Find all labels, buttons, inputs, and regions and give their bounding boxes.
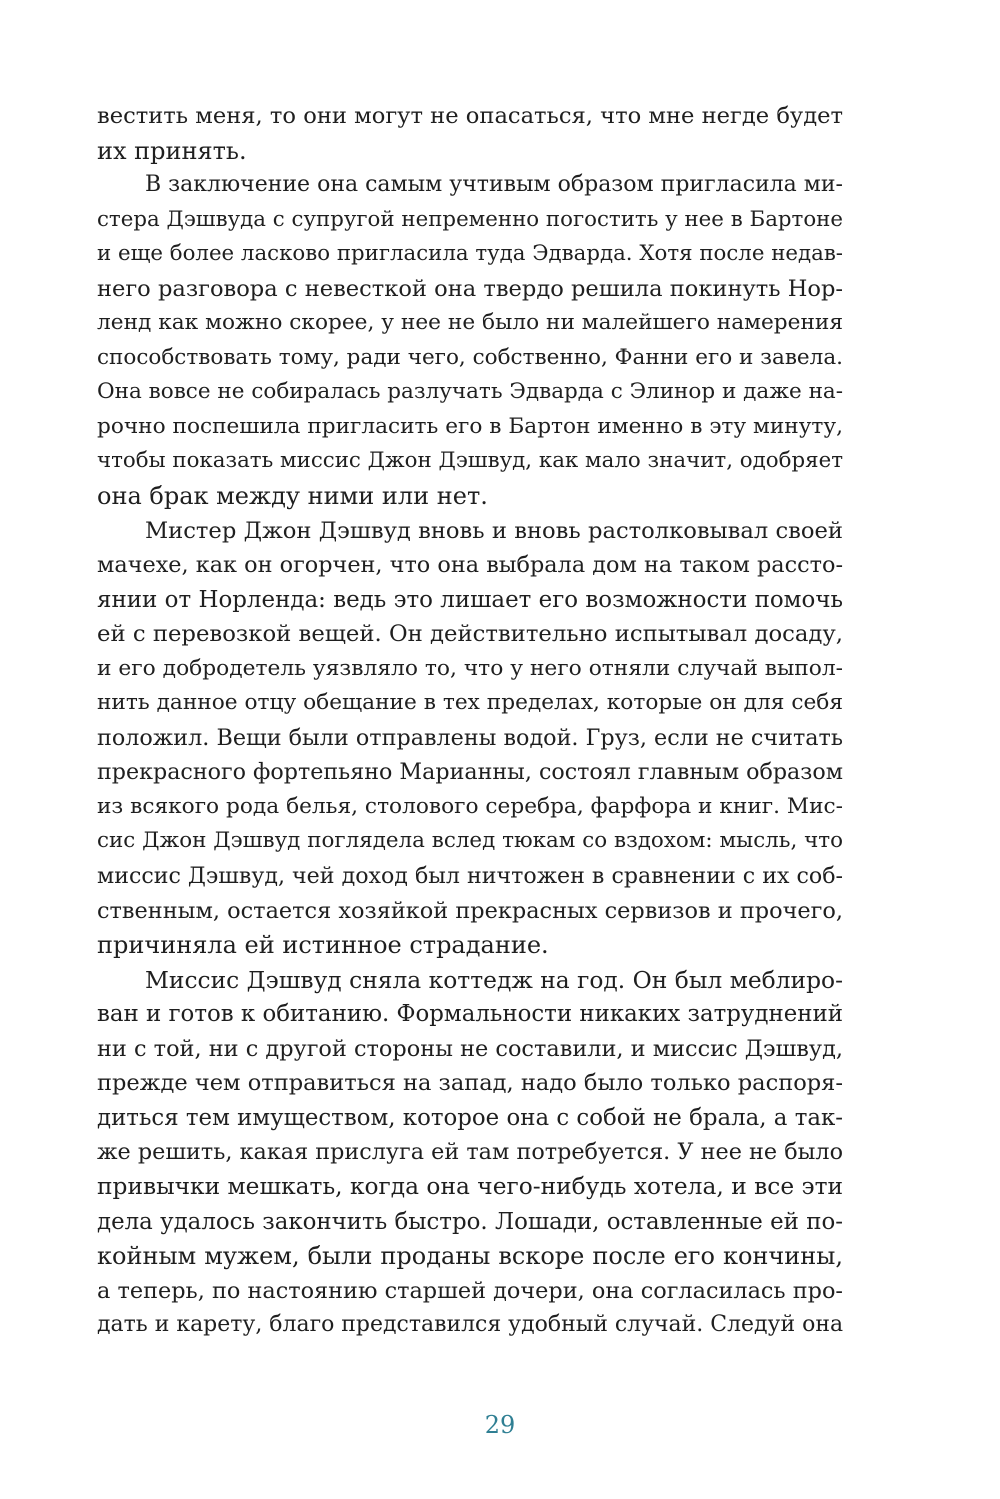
text-line: ни с той, ни с другой стороны не составили, и миссис Дэшвуд, — [97, 1035, 843, 1062]
text-line: ственным, остается хозяйкой прекрасных сервизов и прочего, — [97, 897, 843, 924]
text-line: миссис Дэшвуд, чей доход был ничтожен в сравнении с их соб- — [97, 863, 843, 890]
text-line: ей с перевозкой вещей. Он действительно испытывал досаду, — [97, 621, 843, 648]
paragraph — [97, 99, 843, 168]
text-line: янии от Норленда: ведь это лишает его возможности помочь — [97, 586, 843, 613]
text-line: В заключение она самым учтивым образом пригласила ми- — [145, 172, 843, 198]
text-line: из всякого рода белья, столового серебра, фарфора и книг. Мис- — [97, 793, 843, 819]
paragraph — [97, 514, 843, 963]
text-line: дать и карету, благо представился удобный случай. Следуй она — [97, 1312, 844, 1338]
text-line: она брак между ними или нет. — [97, 482, 488, 511]
text-line: же решить, какая прислуга ей там потребуется. У нее не было — [97, 1139, 843, 1166]
text-line: диться тем имуществом, которое она с собой не брала, а так- — [97, 1104, 843, 1131]
text-line: дела удалось закончить быстро. Лошади, оставленные ей по- — [97, 1208, 843, 1235]
page-number: 29 — [484, 1411, 516, 1439]
text-line: нить данное отцу обещание в тех пределах, которые он для себя — [97, 690, 843, 716]
body-text — [97, 99, 843, 1343]
text-line: способствовать тому, ради чего, собственно, Фанни его и завела. — [97, 344, 843, 370]
paragraph — [97, 963, 843, 1343]
text-line: и его добродетель уязвляло то, что у него отняли случай выпол- — [97, 655, 843, 681]
text-line: чтобы показать миссис Джон Дэшвуд, как мало значит, одобряет — [97, 448, 843, 474]
text-line: положил. Вещи были отправлены водой. Груз, если не считать — [97, 724, 843, 751]
text-line: Мистер Джон Дэшвуд вновь и вновь растолковывал своей — [145, 517, 843, 544]
text-line: мачехе, как он огорчен, что она выбрала дом на таком рассто- — [97, 552, 843, 579]
text-line: Миссис Дэшвуд сняла коттедж на год. Он был меблиро- — [145, 965, 843, 994]
text-line: ленд как можно скорее, у нее не было ни малейшего намерения — [97, 310, 843, 336]
text-line: прекрасного фортепьяно Марианны, состоял главным образом — [97, 759, 843, 786]
text-line: вестить меня, то они могут не опасаться, что мне негде будет — [97, 103, 843, 129]
text-line: рочно поспешила пригласить его в Бартон именно в эту минуту, — [97, 413, 843, 439]
text-line: Она вовсе не собиралась разлучать Эдварда с Элинор и даже на- — [97, 379, 843, 405]
text-line: и еще более ласково пригласила туда Эдварда. Хотя после недав- — [97, 241, 843, 267]
text-line: ван и готов к обитанию. Формальности никаких затруднений — [97, 1001, 843, 1028]
text-line: него разговора с невесткой она твердо решила покинуть Нор- — [97, 275, 843, 302]
text-line: а теперь, по настоянию старшей дочери, она согласилась про- — [97, 1277, 843, 1304]
text-line: привычки мешкать, когда она чего-нибудь хотела, и все эти — [97, 1172, 843, 1200]
paragraph — [97, 168, 843, 513]
text-line: их принять. — [97, 136, 247, 165]
text-line: сис Джон Дэшвуд поглядела вслед тюкам со вздохом: мысль, что — [97, 828, 843, 854]
text-line: причиняла ей истинное страдание. — [97, 931, 549, 960]
text-line: стера Дэшвуда с супругой непременно погостить у нее в Бартоне — [97, 206, 843, 232]
text-line: койным мужем, были проданы вскоре после его кончины, — [97, 1242, 843, 1271]
text-line: прежде чем отправиться на запад, надо было только распоря- — [97, 1070, 843, 1097]
